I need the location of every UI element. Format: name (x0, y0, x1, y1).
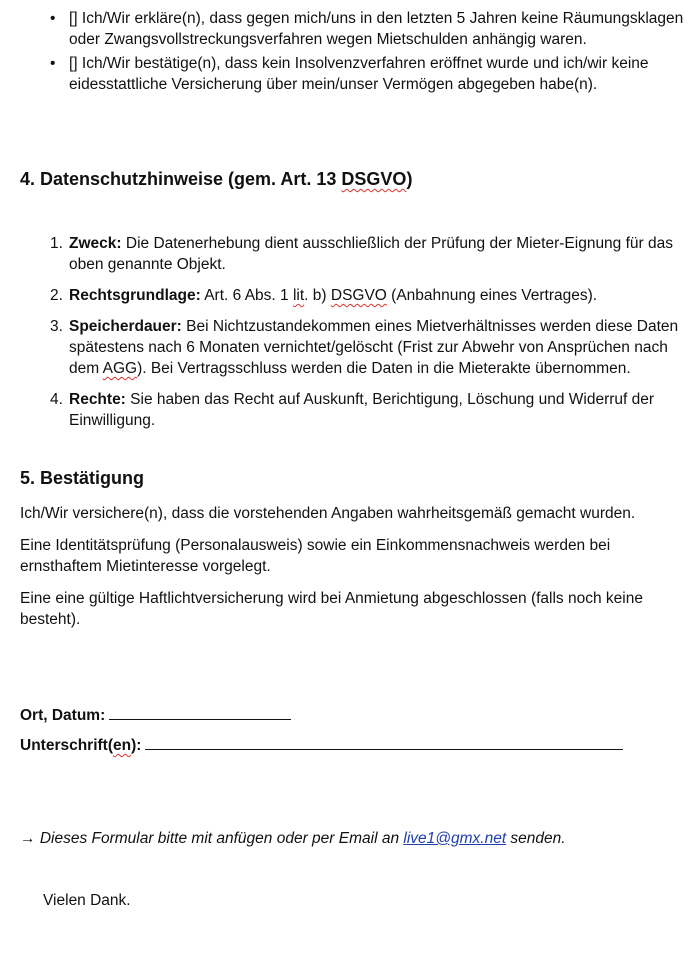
confirmation-paragraph-truthful: Ich/Wir versichere(n), dass die vorstehenden Angaben wahrheitsgemäß gemacht wurden. (20, 505, 636, 522)
signature-field[interactable]: Unterschrift(en): (20, 734, 623, 756)
privacy-item-rights: 4. Rechte: Sie haben das Recht auf Auskunft, Berichtigung, Löschung und Widerruf der Einwilligung. (50, 391, 655, 429)
place-date-field[interactable]: Ort, Datum: (20, 704, 291, 726)
section-heading-privacy: 4. Datenschutzhinweise (gem. Art. 13 DSGVO) (20, 169, 413, 189)
submission-note: → Dieses Formular bitte mit anfügen oder per Email an live1@gmx.net senden. (20, 830, 566, 847)
declaration-item-insolvency (50, 53, 690, 95)
arrow-right-icon: → (20, 830, 36, 847)
declaration-list (50, 8, 690, 98)
confirmation-paragraph-insurance: Eine eine gültige Haftlichtversicherung wird bei Anmietung abgeschlossen (falls noch keine besteht). (20, 590, 643, 628)
closing-thanks: Vielen Dank. (43, 892, 131, 909)
declaration-text: [] Ich/Wir bestätige(n), dass kein Insolvenzverfahren eröffnet wurde und ich/wir keine eidesstattliche Versicherung über mein/unser Vermögen abgegeben habe(n). (69, 55, 649, 93)
section-heading-confirmation: 5. Bestätigung (20, 468, 145, 488)
confirmation-paragraph-id: Eine Identitätsprüfung (Personalausweis) sowie ein Einkommensnachweis werden bei ernsthaftem Mietinteresse vorgelegt. (20, 537, 611, 575)
bullet-icon: • (50, 10, 56, 27)
declaration-text: [] Ich/Wir erkläre(n), dass gegen mich/uns in den letzten 5 Jahren keine Räumungsklagen oder Zwangsvollstreckungsverfahren wegen Mietschulden anhängig waren. (69, 10, 684, 48)
privacy-list (50, 233, 690, 431)
privacy-item-storage: 3. Speicherdauer: Bei Nichtzustandekommen eines Mietverhältnisses werden diese Daten spätestens nach 6 Monaten vernichtet/gelöscht (Frist zur Abwehr von Ansprüchen nach dem AGG). Bei Vertragsschluss werden die Daten in die Mieterakte übernommen. (50, 318, 679, 377)
privacy-item-purpose: 1. Zweck: Die Datenerhebung dient ausschließlich der Prüfung der Mieter-Eignung für das oben genannte Objekt. (50, 235, 673, 273)
email-link[interactable]: live1@gmx.net (403, 830, 507, 847)
bullet-icon: • (50, 55, 56, 72)
declaration-item-eviction (50, 8, 690, 50)
privacy-item-legal-basis: 2. Rechtsgrundlage: Art. 6 Abs. 1 lit. b) DSGVO (Anbahnung eines Vertrages). (50, 287, 598, 304)
